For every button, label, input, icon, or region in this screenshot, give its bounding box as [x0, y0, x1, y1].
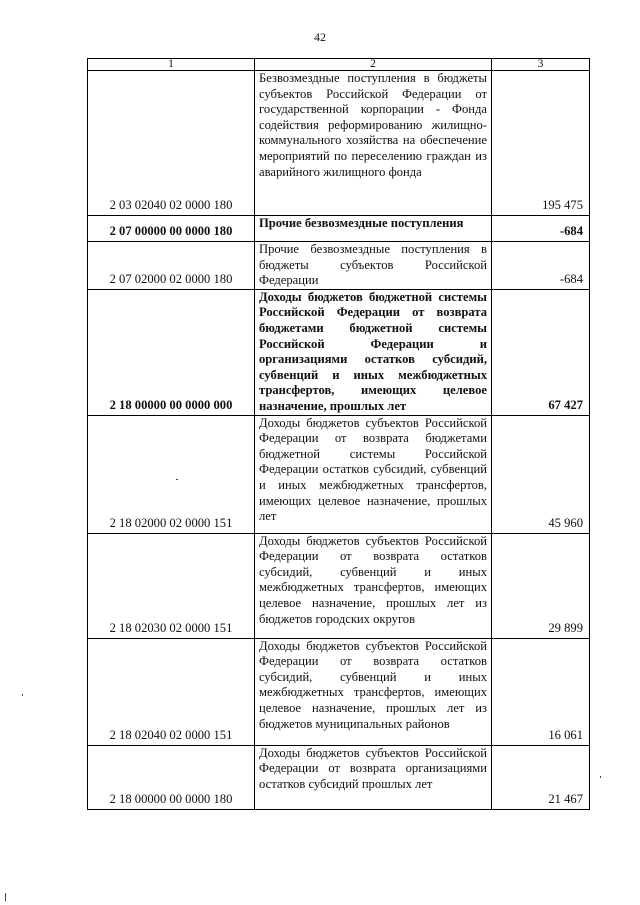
description-cell: Прочие безвозмездные поступления [255, 216, 492, 242]
amount-cell: 29 899 [492, 533, 590, 638]
scan-mark [5, 893, 6, 901]
description-cell: Доходы бюджетов субъектов Российской Федерации от возврата бюджетами бюджетной системы Российской Федерации остатков субсидий, субвенций и иных межбюджетных трансфертов, имеющих целевое назначение, прошлых лет [255, 415, 492, 533]
table-row [88, 415, 590, 533]
code-cell: 2 18 00000 00 0000 000 [88, 289, 255, 415]
table-row [88, 242, 590, 290]
description-cell: Доходы бюджетов субъектов Российской Федерации от возврата остатков субсидий, субвенций и иных межбюджетных трансфертов, имеющих целевое назначение, прошлых лет из бюджетов городских округов [255, 533, 492, 638]
description-cell: Доходы бюджетов бюджетной системы Российской Федерации от возврата бюджетами бюджетной системы Российской Федерации и организациями остатков субсидий, субвенций и иных межбюджетных трансфертов, имеющих целевое назначение, прошлых лет [255, 289, 492, 415]
table-row [88, 71, 590, 216]
revenue-table [87, 58, 590, 810]
table-row [88, 216, 590, 242]
code-cell: 2 07 02000 02 0000 180 [88, 242, 255, 290]
column-header-2: 2 [255, 59, 492, 71]
code-cell: 2 07 00000 00 0000 180 [88, 216, 255, 242]
scan-mark [22, 694, 23, 696]
code-cell: 2 18 02030 02 0000 151 [88, 533, 255, 638]
amount-cell: 67 427 [492, 289, 590, 415]
scan-mark [176, 479, 178, 480]
code-cell: 2 18 02000 02 0000 151 [88, 415, 255, 533]
amount-cell: 195 475 [492, 71, 590, 216]
code-cell: 2 18 00000 00 0000 180 [88, 745, 255, 809]
amount-cell: -684 [492, 216, 590, 242]
table-row [88, 533, 590, 638]
code-cell: 2 18 02040 02 0000 151 [88, 638, 255, 745]
page-number: 42 [314, 30, 326, 44]
table-row [88, 638, 590, 745]
table-row [88, 289, 590, 415]
column-header-3: 3 [492, 59, 590, 71]
description-cell: Прочие безвозмездные поступления в бюджеты субъектов Российской Федерации [255, 242, 492, 290]
code-cell: 2 03 02040 02 0000 180 [88, 71, 255, 216]
description-cell: Безвозмездные поступления в бюджеты субъектов Российской Федерации от государственной корпорации - Фонда содействия реформированию жилищно-коммунального хозяйства на обеспечение мероприятий по переселению граждан из аварийного жилищного фонда [255, 71, 492, 216]
amount-cell: -684 [492, 242, 590, 290]
column-header-1: 1 [88, 59, 255, 71]
table-row [88, 745, 590, 809]
amount-cell: 21 467 [492, 745, 590, 809]
scan-mark [600, 776, 601, 778]
amount-cell: 16 061 [492, 638, 590, 745]
table-header-row [88, 59, 590, 71]
description-cell: Доходы бюджетов субъектов Российской Федерации от возврата организациями остатков субсидий прошлых лет [255, 745, 492, 809]
amount-cell: 45 960 [492, 415, 590, 533]
description-cell: Доходы бюджетов субъектов Российской Федерации от возврата остатков субсидий, субвенций и иных межбюджетных трансфертов, имеющих целевое назначение, прошлых лет из бюджетов муниципальных районов [255, 638, 492, 745]
